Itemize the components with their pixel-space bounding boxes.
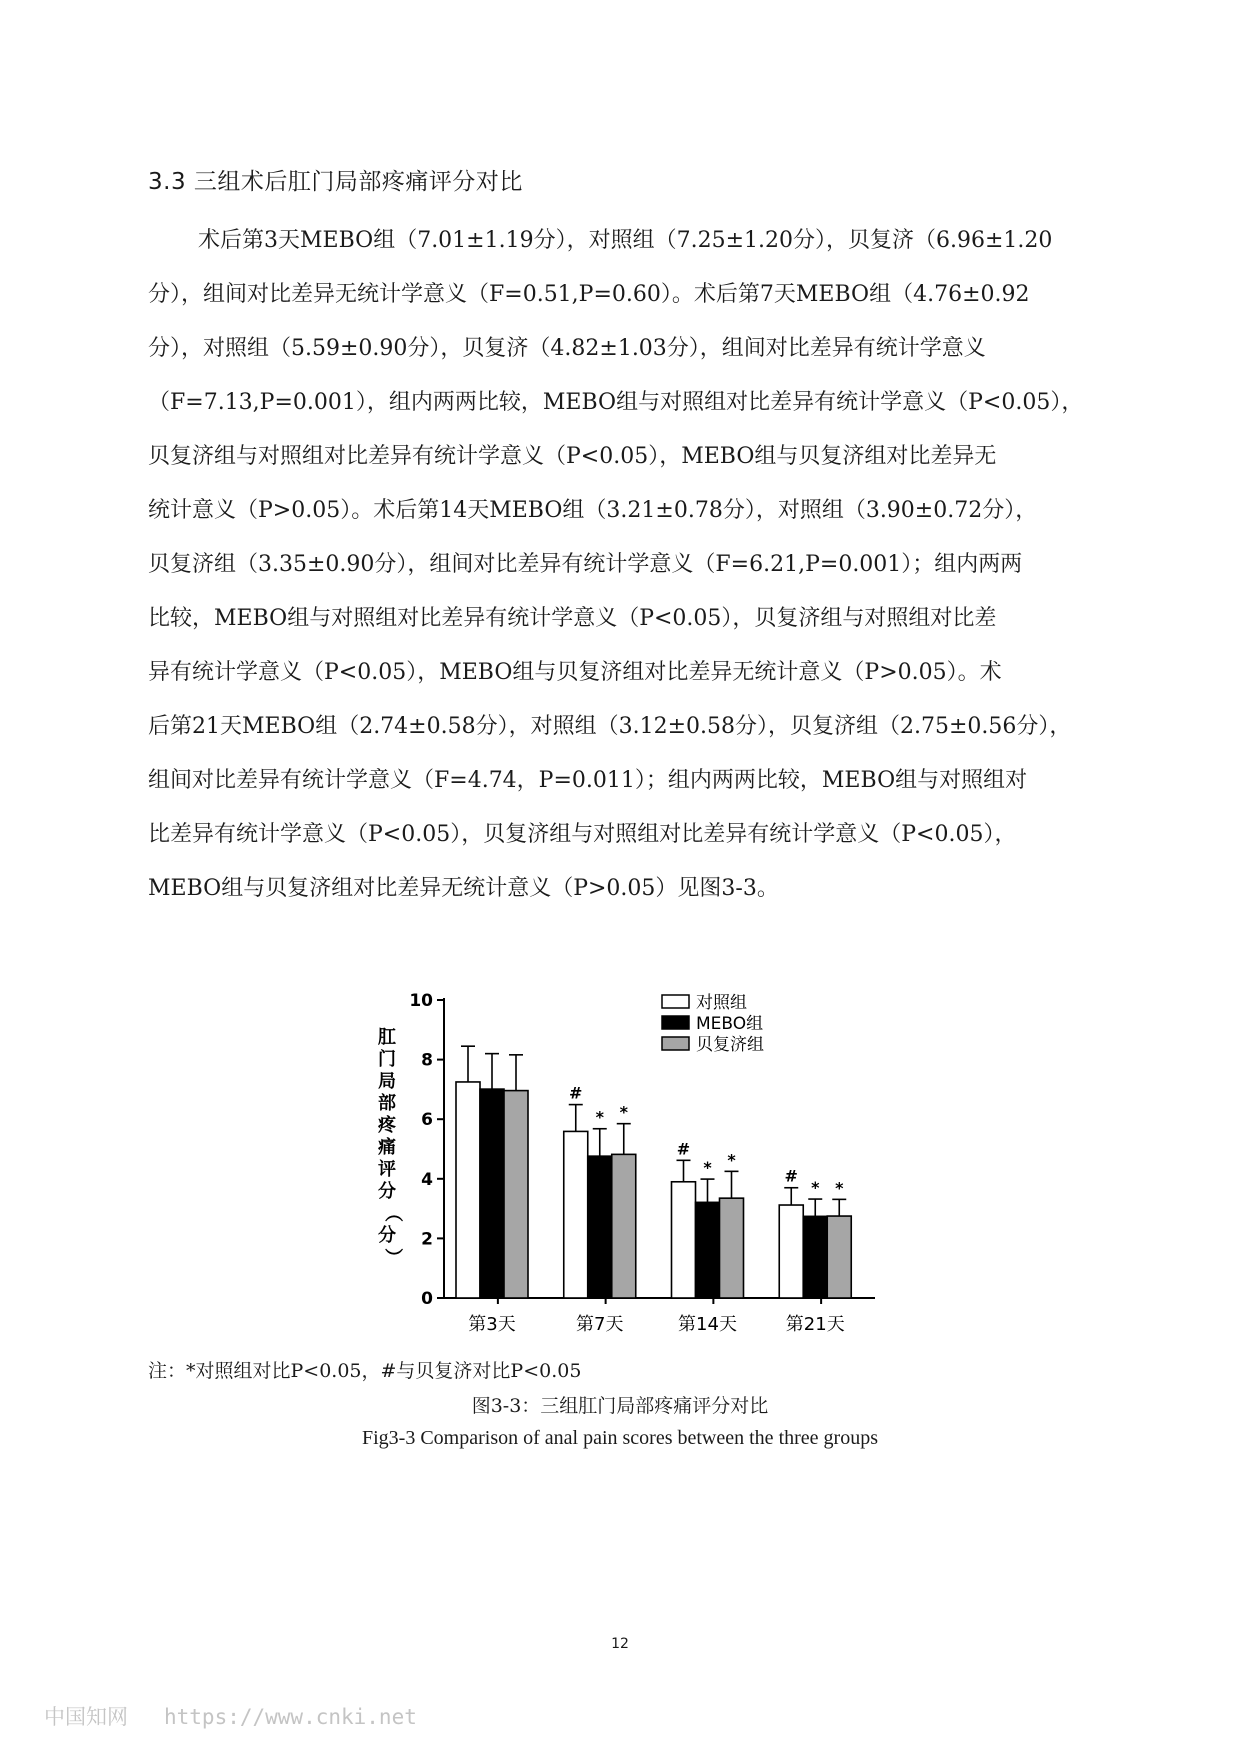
figure-3-3 <box>360 985 880 1350</box>
paragraph-line: 比差异有统计学意义（P<0.05），贝复济组与对照组对比差异有统计学意义（P<0.05）， <box>148 822 1017 847</box>
significance-mark: * <box>811 1178 820 1198</box>
paragraph-line: 分），对照组（5.59±0.90分），贝复济（4.82±1.03分），组间对比差异有统计学意义 <box>148 336 986 361</box>
y-tick-label: 10 <box>409 991 433 1011</box>
x-tick-label: 第3天 <box>468 1314 516 1335</box>
y-axis-label-char: 疼 <box>378 1115 396 1136</box>
y-axis-label-char: 评 <box>378 1159 396 1180</box>
paragraph-line: 贝复济组（3.35±0.90分），组间对比差异有统计学意义（F=6.21,P=0.001）；组内两两 <box>148 552 1023 577</box>
paragraph-line: MEBO组与贝复济组对比差异无统计意义（P>0.05）见图3-3。 <box>148 876 779 901</box>
y-axis-label-char: 部 <box>378 1093 396 1114</box>
bar-0-0 <box>456 1082 480 1298</box>
y-axis-label-char: 门 <box>378 1049 396 1070</box>
y-axis-label-char: 分 <box>378 1181 396 1202</box>
figure-caption-cn: 图3-3：三组肛门局部疼痛评分对比 <box>471 1395 769 1417</box>
y-axis-label-char: 痛 <box>378 1137 396 1158</box>
x-tick-label: 第21天 <box>785 1314 845 1335</box>
bar-0-2 <box>672 1182 696 1298</box>
pain-score-bar-chart <box>360 985 880 1345</box>
y-tick-label: 0 <box>421 1289 433 1309</box>
bar-2-2 <box>720 1198 744 1298</box>
y-tick-label: 4 <box>421 1169 433 1190</box>
legend-swatch <box>662 995 689 1008</box>
significance-mark: * <box>595 1107 604 1127</box>
paragraph-line: 分），组间对比差异无统计学意义（F=0.51,P=0.60）。术后第7天MEBO组（4.76±0.92 <box>148 282 1030 307</box>
y-tick-label: 8 <box>421 1050 433 1071</box>
watermark-url: https://www.cnki.net <box>164 1705 417 1729</box>
page-number: 12 <box>611 1636 629 1652</box>
legend-label: 贝复济组 <box>696 1035 764 1055</box>
body-paragraph <box>148 214 1096 916</box>
legend-label: 对照组 <box>696 993 747 1013</box>
legend-label: MEBO组 <box>696 1014 764 1034</box>
significance-mark: * <box>835 1178 844 1198</box>
y-axis-label-char: 局 <box>378 1071 396 1092</box>
bar-2-3 <box>827 1216 851 1298</box>
bar-1-1 <box>588 1156 612 1298</box>
legend-swatch <box>662 1016 689 1029</box>
paragraph-line: 异有统计学意义（P<0.05），MEBO组与贝复济组对比差异无统计意义（P>0.05）。术 <box>148 660 1002 685</box>
figure-note: 注：*对照组对比P<0.05，#与贝复济对比P<0.05 <box>148 1360 582 1382</box>
bar-1-0 <box>480 1089 504 1298</box>
bar-2-0 <box>504 1091 528 1298</box>
figure-caption-en: Fig3-3 Comparison of anal pain scores between the three groups <box>362 1427 878 1449</box>
paragraph-line: 比较，MEBO组与对照组对比差异有统计学意义（P<0.05），贝复济组与对照组对比差 <box>148 606 997 631</box>
paragraph-line: （F=7.13,P=0.001），组内两两比较，MEBO组与对照组对比差异有统计学意义（P<0.05）， <box>148 390 1084 415</box>
y-tick-label: 6 <box>421 1110 433 1131</box>
x-tick-label: 第14天 <box>678 1314 737 1335</box>
paragraph-line: 贝复济组与对照组对比差异有统计学意义（P<0.05），MEBO组与贝复济组对比差异无 <box>148 444 997 469</box>
significance-mark: # <box>676 1139 691 1159</box>
significance-mark: # <box>569 1083 583 1103</box>
y-axis-label-char: ） <box>382 1248 403 1266</box>
bar-1-2 <box>696 1202 720 1298</box>
x-tick-label: 第7天 <box>576 1314 624 1335</box>
significance-mark: # <box>784 1166 798 1186</box>
significance-mark: * <box>619 1102 628 1122</box>
y-axis-label-char: 分 <box>378 1225 396 1246</box>
y-axis-label-char: （ <box>382 1204 403 1222</box>
bar-2-1 <box>612 1154 636 1298</box>
watermark-brand: 中国知网 <box>44 1705 128 1729</box>
paragraph-line: 统计意义（P>0.05）。术后第14天MEBO组（3.21±0.78分），对照组（3.90±0.72分）， <box>148 498 1038 523</box>
cnki-watermark <box>44 1701 417 1731</box>
paragraph-line: 术后第3天MEBO组（7.01±1.19分），对照组（7.25±1.20分），贝复济（6.96±1.20 <box>198 228 1053 253</box>
significance-mark: * <box>703 1158 712 1178</box>
bar-0-1 <box>564 1131 588 1298</box>
y-tick-label: 2 <box>421 1229 433 1250</box>
significance-mark: * <box>727 1150 736 1170</box>
y-axis-label-char: 肛 <box>378 1027 396 1048</box>
bar-1-3 <box>803 1216 827 1298</box>
section-heading: 3.3 三组术后肛门局部疼痛评分对比 <box>148 169 523 195</box>
legend-swatch <box>662 1037 689 1050</box>
paragraph-line: 后第21天MEBO组（2.74±0.58分），对照组（3.12±0.58分），贝复济组（2.75±0.56分）， <box>148 714 1072 739</box>
bar-0-3 <box>779 1205 803 1298</box>
paragraph-line: 组间对比差异有统计学意义（F=4.74，P=0.011）；组内两两比较，MEBO组与对照组对 <box>148 768 1028 793</box>
